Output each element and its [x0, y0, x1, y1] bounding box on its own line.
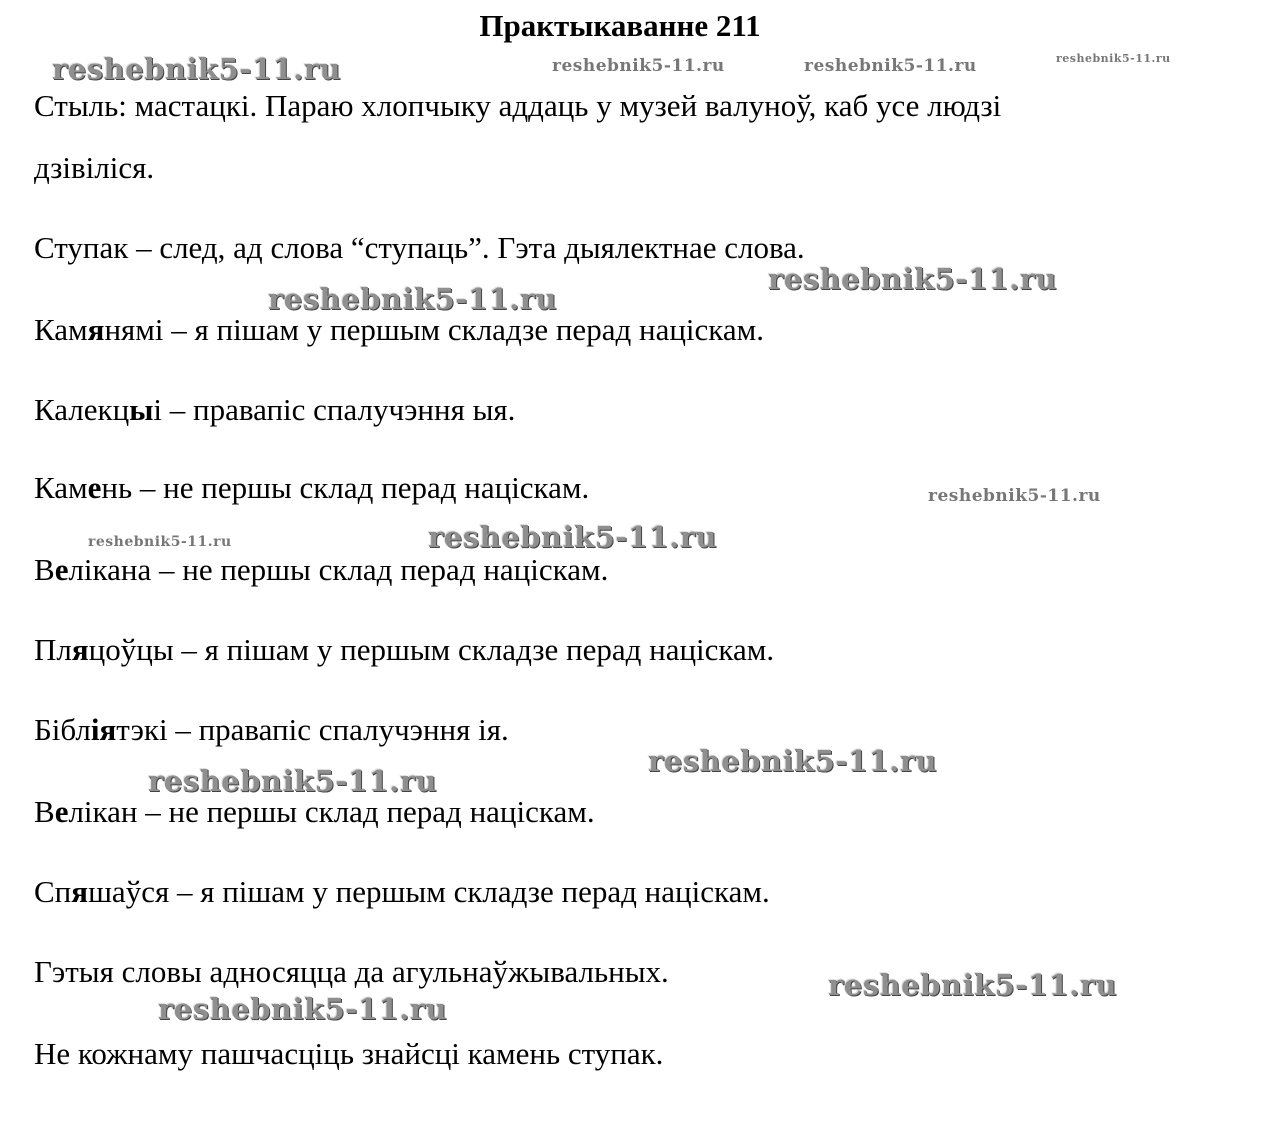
- text-line: Камень – не першы склад перад націскам.: [34, 470, 590, 505]
- text-line: Камянямі – я пішам у першым складзе перад націскам.: [34, 312, 765, 347]
- page-title: Практыкаванне 211: [479, 8, 761, 43]
- text-line: Не кожнаму пашчасціць знайсці камень ступак.: [34, 1036, 664, 1071]
- text-line: дзівіліся.: [34, 150, 155, 185]
- text-line: Гэтыя словы адносяцца да агульнаўжывальных.: [34, 954, 669, 989]
- watermark: reshebnik5-11.ru: [428, 520, 718, 554]
- watermark: reshebnik5-11.ru: [158, 992, 448, 1026]
- watermark: reshebnik5-11.ru: [768, 262, 1058, 296]
- watermark: reshebnik5-11.ru: [88, 534, 232, 550]
- text-line: Стыль: мастацкі. Параю хлопчыку аддаць у музей валуноў, каб усе людзі: [34, 88, 1002, 123]
- text-line: Спяшаўся – я пішам у першым складзе перад націскам.: [34, 874, 770, 909]
- watermark: reshebnik5-11.ru: [804, 56, 977, 76]
- watermark: reshebnik5-11.ru: [52, 52, 342, 86]
- watermark: reshebnik5-11.ru: [552, 56, 725, 76]
- watermark: reshebnik5-11.ru: [648, 744, 938, 778]
- watermark: reshebnik5-11.ru: [828, 968, 1118, 1002]
- text-line: Велікана – не першы склад перад націскам.: [34, 552, 609, 587]
- text-line: Ступак – след, ад слова “ступаць”. Гэта дыялектнае слова.: [34, 230, 805, 265]
- watermark: reshebnik5-11.ru: [268, 282, 558, 316]
- watermark: reshebnik5-11.ru: [148, 764, 438, 798]
- text-line: Бібліятэкі – правапіс спалучэння ія.: [34, 712, 509, 747]
- watermark: reshebnik5-11.ru: [1056, 52, 1171, 65]
- text-line: Калекцыі – правапіс спалучэння ыя.: [34, 392, 516, 427]
- text-line: Велікан – не першы склад перад націскам.: [34, 794, 595, 829]
- watermark: reshebnik5-11.ru: [928, 486, 1101, 506]
- text-line: Пляцоўцы – я пішам у першым складзе перад націскам.: [34, 632, 775, 667]
